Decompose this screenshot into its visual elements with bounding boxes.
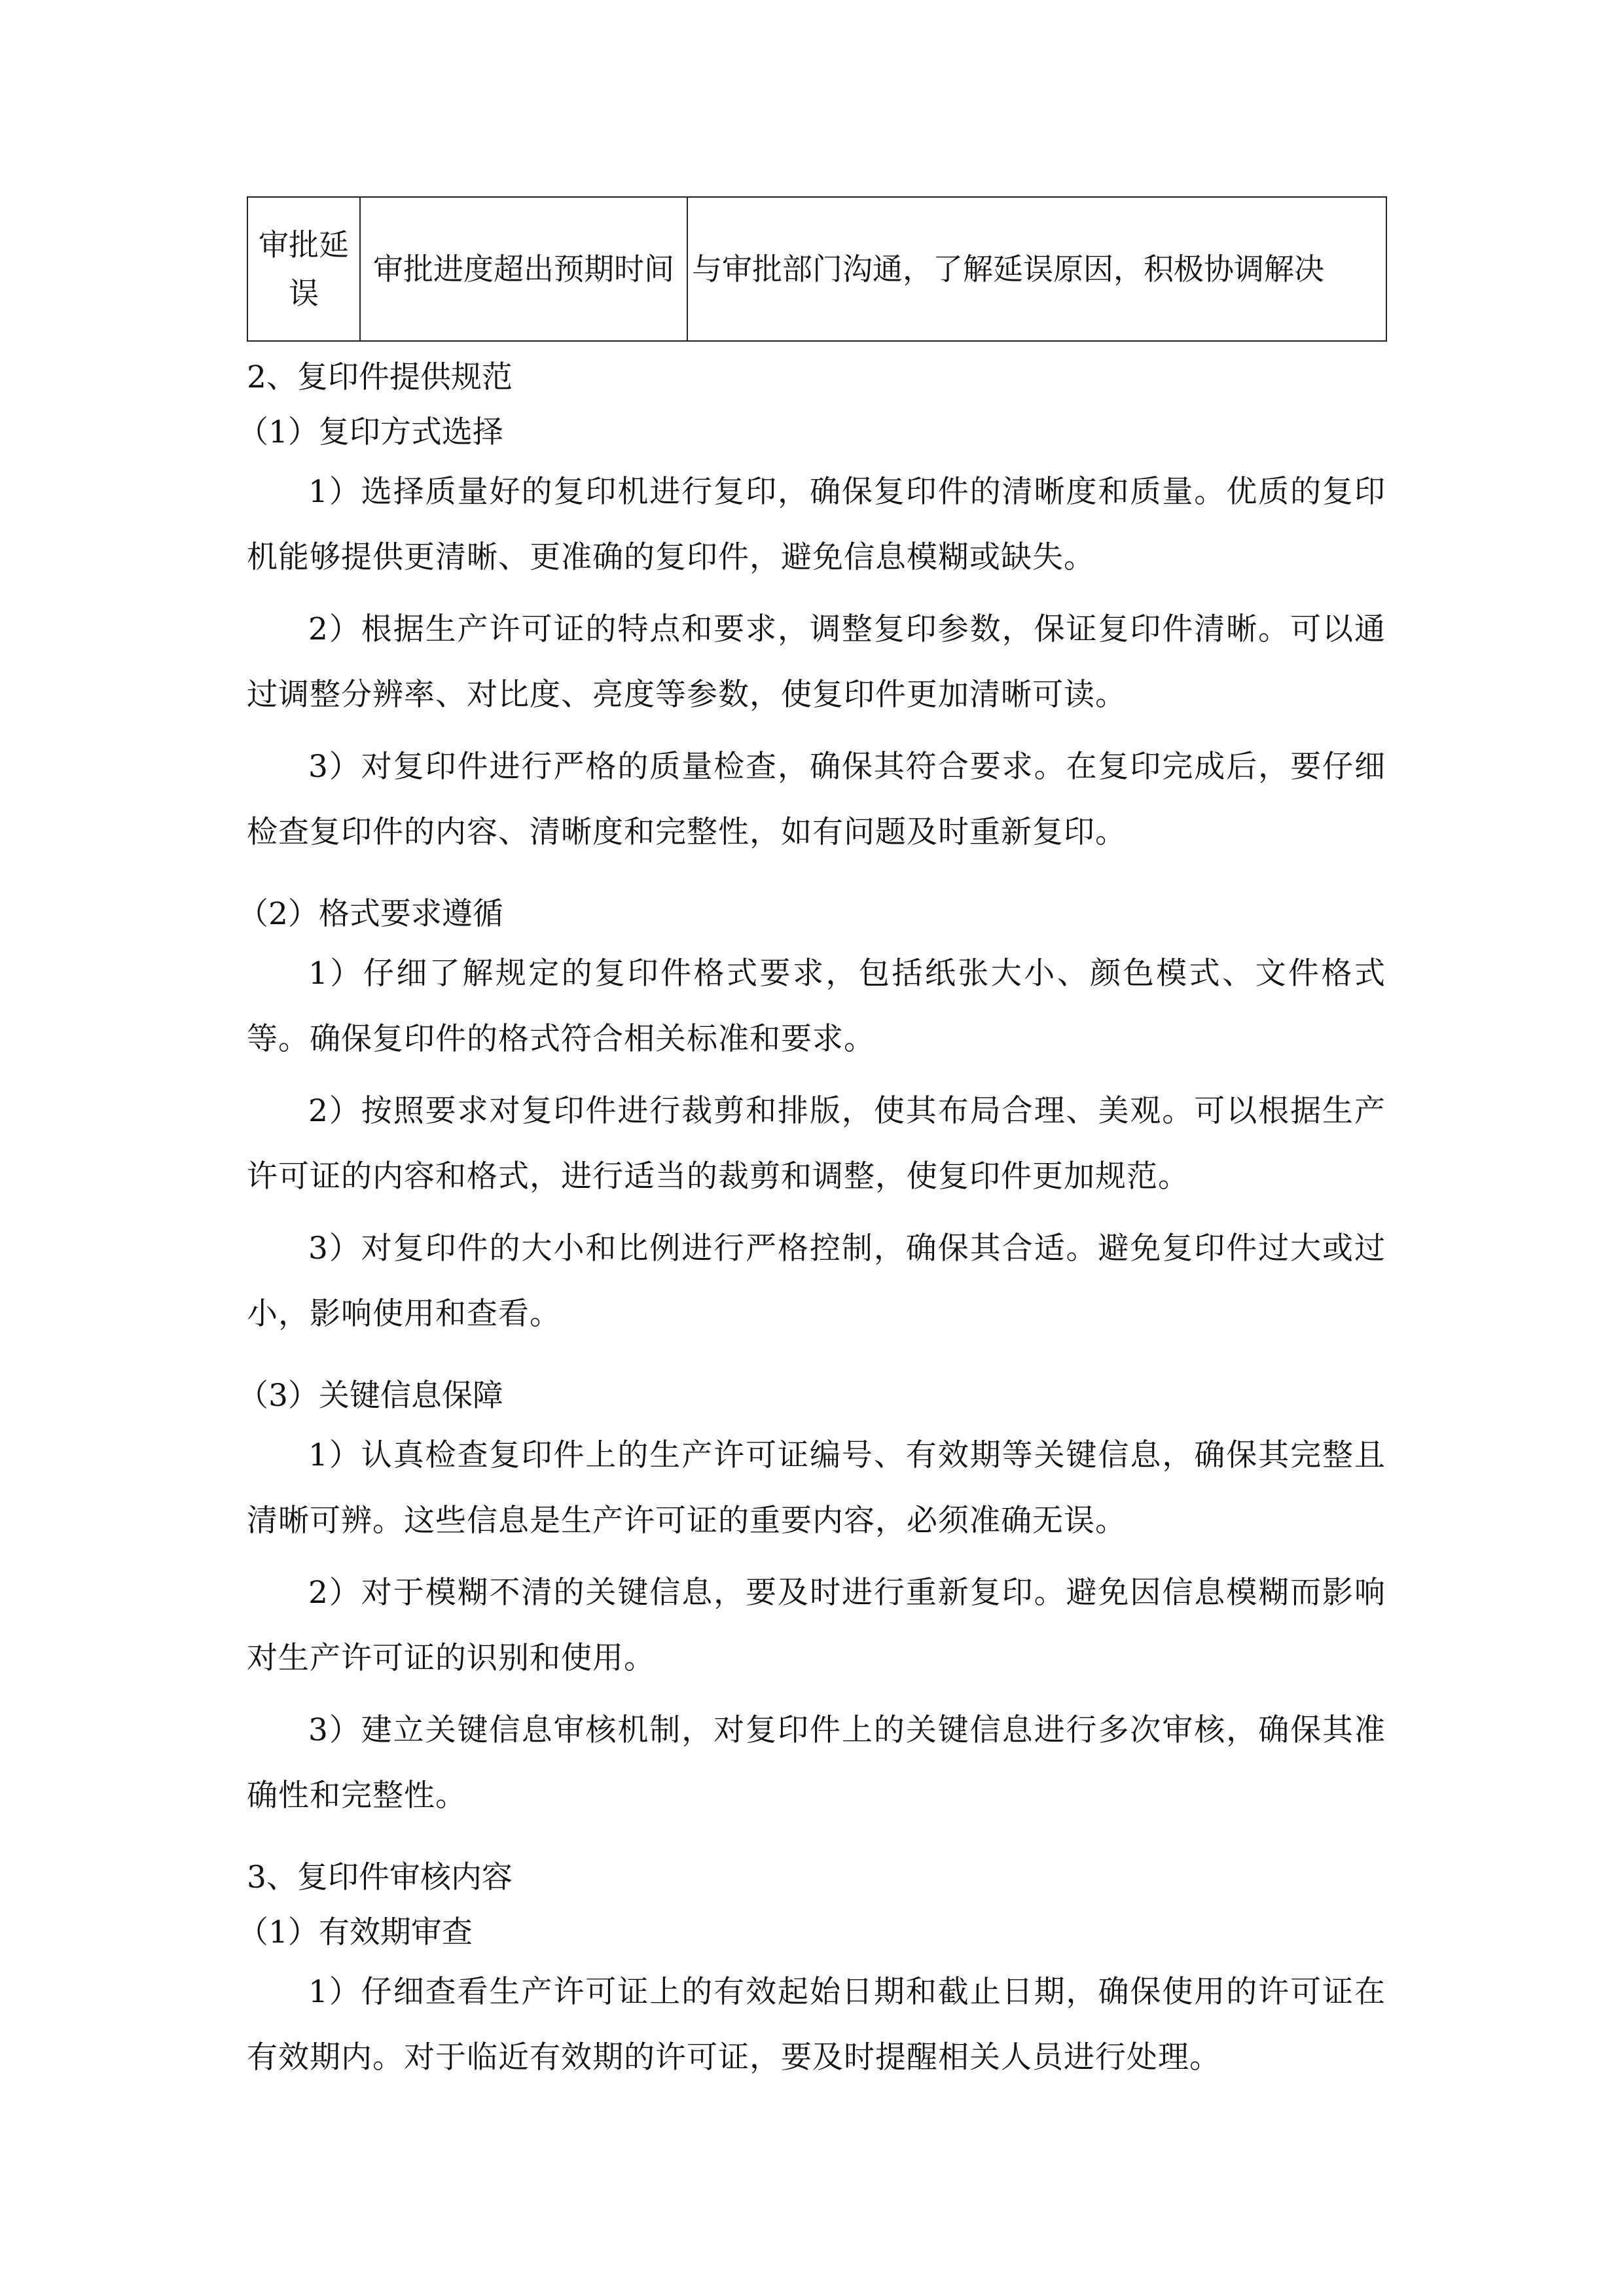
subsection-heading: （2）格式要求遵循 — [238, 896, 503, 932]
paragraph: 2）按照要求对复印件进行裁剪和排版，使其布局合理、美观。可以根据生产许可证的内容和格式，进行适当的裁剪和调整，使复印件更加规范。 — [247, 1093, 1386, 1194]
paragraph: 3）对复印件进行严格的质量检查，确保其符合要求。在复印完成后，要仔细检查复印件的内容、清晰度和完整性，如有问题及时重新复印。 — [247, 749, 1386, 850]
document-page — [238, 196, 1386, 2090]
paragraph: 3）建立关键信息审核机制，对复印件上的关键信息进行多次审核，确保其准确性和完整性。 — [247, 1712, 1386, 1814]
paragraph: 2）根据生产许可证的特点和要求，调整复印参数，保证复印件清晰。可以通过调整分辨率、对比度、亮度等参数，使复印件更加清晰可读。 — [247, 611, 1386, 713]
risk-table — [247, 196, 1387, 342]
subsection-heading: （1）复印方式选择 — [238, 414, 503, 450]
table-row — [247, 197, 1386, 341]
paragraph: 1）仔细了解规定的复印件格式要求，包括纸张大小、颜色模式、文件格式等。确保复印件的格式符合相关标准和要求。 — [247, 956, 1386, 1057]
paragraph: 3）对复印件的大小和比例进行严格控制，确保其合适。避免复印件过大或过小，影响使用和查看。 — [247, 1230, 1386, 1332]
subsection-heading: （3）关键信息保障 — [238, 1378, 503, 1414]
paragraph: 1）认真检查复印件上的生产许可证编号、有效期等关键信息，确保其完整且清晰可辨。这些信息是生产许可证的重要内容，必须准确无误。 — [247, 1437, 1386, 1539]
manifestation-cell: 审批进度超出预期时间 — [360, 197, 687, 341]
measure-cell: 与审批部门沟通，了解延误原因，积极协调解决 — [687, 197, 1386, 341]
section-heading: 2、复印件提供规范 — [247, 359, 513, 395]
risk-cell: 审批延误 — [247, 197, 360, 341]
paragraph: 1）仔细查看生产许可证上的有效起始日期和截止日期，确保使用的许可证在有效期内。对于临近有效期的许可证，要及时提醒相关人员进行处理。 — [247, 1974, 1386, 2075]
section-heading: 3、复印件审核内容 — [247, 1859, 513, 1895]
paragraph: 1）选择质量好的复印机进行复印，确保复印件的清晰度和质量。优质的复印机能够提供更清晰、更准确的复印件，避免信息模糊或缺失。 — [247, 474, 1386, 575]
subsection-heading: （1）有效期审查 — [238, 1914, 473, 1950]
paragraph: 2）对于模糊不清的关键信息，要及时进行重新复印。避免因信息模糊而影响对生产许可证的识别和使用。 — [247, 1575, 1386, 1676]
